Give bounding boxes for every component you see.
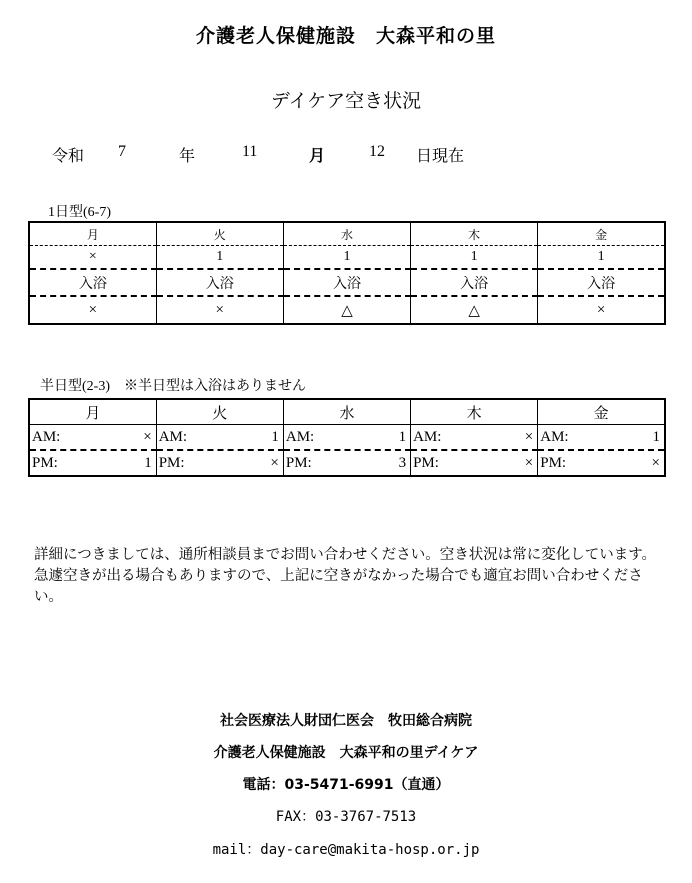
pm-cell	[29, 450, 156, 476]
day-header: 水	[283, 222, 410, 246]
notice-text: 詳細につきましては、通所相談員までお問い合わせください。空き状況は常に変化しています。急遽空きが出る場合もありますので、上記に空きがなかった場合でも適宜お問い合わせください。	[34, 547, 657, 605]
pm-label: PM:	[540, 454, 567, 471]
am-value: ×	[143, 428, 152, 445]
pm-label: PM:	[285, 454, 312, 471]
table-row	[29, 399, 665, 425]
am-label: AM:	[158, 428, 188, 445]
pm-value: 1	[144, 454, 152, 471]
table-row	[29, 425, 665, 451]
date-month-unit: 月	[309, 146, 326, 165]
day-header: 木	[411, 222, 538, 246]
date-year: 7	[118, 143, 126, 160]
availability-cell: 1	[156, 246, 283, 270]
availability-cell: ×	[29, 246, 156, 270]
page-title: 介護老人保健施設 大森平和の里	[195, 25, 496, 47]
full-day-caption: 1日型(6-7)	[48, 205, 111, 220]
bath-label: 入浴	[29, 269, 156, 296]
bath-cell: △	[283, 296, 410, 324]
am-cell	[29, 425, 156, 451]
day-header: 木	[411, 399, 538, 425]
bath-label: 入浴	[156, 269, 283, 296]
pm-label: PM:	[158, 454, 185, 471]
date-day: 12	[369, 143, 385, 160]
pm-cell	[538, 450, 665, 476]
day-header: 月	[29, 399, 156, 425]
bath-cell: ×	[29, 296, 156, 324]
availability-cell: 1	[411, 246, 538, 270]
day-header: 火	[156, 399, 283, 425]
day-header: 水	[283, 399, 410, 425]
am-label: AM:	[540, 428, 569, 445]
table-row	[29, 222, 665, 246]
table-row	[29, 296, 665, 324]
am-label: AM:	[285, 428, 315, 445]
table-row	[29, 450, 665, 476]
day-header: 月	[29, 222, 156, 246]
am-value: ×	[524, 428, 534, 445]
footer-facility: 介護老人保健施設 大森平和の里デイケア	[213, 745, 479, 761]
bath-cell: △	[411, 296, 538, 324]
bath-cell: ×	[538, 296, 665, 324]
date-era: 令和	[52, 146, 85, 165]
availability-cell: 1	[538, 246, 665, 270]
half-day-caption: 半日型(2-3) ※半日型は入浴はありません	[40, 379, 306, 394]
am-value: 1	[652, 428, 660, 445]
pm-value: ×	[270, 454, 279, 471]
date-suffix: 日現在	[416, 146, 465, 165]
pm-label: PM:	[413, 454, 439, 471]
am-cell	[411, 425, 538, 451]
pm-value: ×	[524, 454, 534, 471]
bath-label: 入浴	[283, 269, 410, 296]
page-subtitle: デイケア空き状況	[270, 90, 422, 112]
bath-label: 入浴	[538, 269, 665, 296]
am-label: AM:	[413, 428, 442, 445]
am-value: 1	[271, 428, 279, 445]
day-header: 金	[538, 222, 665, 246]
pm-cell	[156, 450, 283, 476]
half-day-table	[28, 398, 666, 477]
pm-cell	[283, 450, 410, 476]
date-year-unit: 年	[179, 146, 196, 165]
day-header: 金	[538, 399, 665, 425]
day-header: 火	[156, 222, 283, 246]
pm-cell	[411, 450, 538, 476]
am-cell	[538, 425, 665, 451]
am-value: 1	[398, 428, 407, 445]
pm-value: ×	[651, 454, 660, 471]
footer-phone: 電話：03-5471-6991（直通）	[242, 777, 450, 793]
bath-cell: ×	[156, 296, 283, 324]
am-label: AM:	[32, 428, 61, 445]
date-month: 11	[242, 143, 258, 160]
table-row	[29, 246, 665, 270]
footer-fax: FAX：03-3767-7513	[275, 809, 417, 825]
pm-label: PM:	[32, 454, 58, 471]
footer-mail: mail：day-care@makita-hosp.or.jp	[212, 842, 480, 858]
footer-org: 社会医療法人財団仁医会 牧田総合病院	[220, 713, 472, 729]
table-row	[29, 269, 665, 296]
am-cell	[283, 425, 410, 451]
full-day-table	[28, 221, 666, 325]
pm-value: 3	[398, 454, 407, 471]
bath-label: 入浴	[411, 269, 538, 296]
availability-cell: 1	[283, 246, 410, 270]
am-cell	[156, 425, 283, 451]
